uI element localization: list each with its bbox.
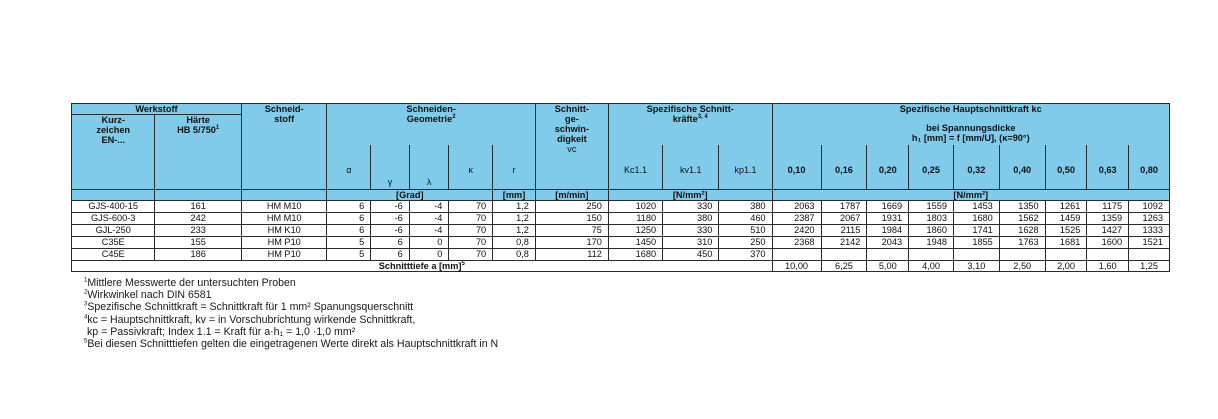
kc-value: 1600 <box>1087 237 1129 249</box>
table-row <box>72 249 1170 261</box>
kc-value: 1562 <box>999 213 1045 225</box>
kc-value: 1521 <box>1129 237 1170 249</box>
m-min-unit: [m/min] <box>535 190 608 201</box>
kc-value: 1261 <box>1045 201 1087 213</box>
schnitttiefe-value: 1,60 <box>1087 261 1129 272</box>
kc-value: 1350 <box>999 201 1045 213</box>
hardness-value: 161 <box>155 201 242 213</box>
h-032-text: 0,32 <box>967 165 986 175</box>
schnitttiefe-label: Schnitttiefe a [mm] <box>378 261 462 271</box>
kv11-symbol <box>663 145 719 190</box>
kc-value: 1359 <box>1087 213 1129 225</box>
vc-line-2: ge- <box>565 114 579 124</box>
h-032 <box>953 145 999 190</box>
schnitttiefe-value: 3,10 <box>953 261 999 272</box>
kc-value <box>909 249 954 261</box>
kc-value: 2067 <box>821 213 867 225</box>
h-010 <box>772 145 821 190</box>
kc-value <box>1129 249 1170 261</box>
footnote <box>84 289 498 301</box>
gamma-value: 6 <box>371 237 410 249</box>
lambda-text: λ <box>426 177 432 187</box>
h-080-text: 0,80 <box>1140 165 1158 175</box>
vc-line-5: vc <box>567 144 577 154</box>
footnote <box>84 277 498 289</box>
lambda-symbol <box>409 145 449 190</box>
vc-value: 250 <box>535 201 608 213</box>
radius-value: 0,8 <box>493 237 536 249</box>
schnitttiefe-value: 4,00 <box>909 261 954 272</box>
kappa-value: 70 <box>449 213 493 225</box>
alpha-value: 6 <box>327 213 371 225</box>
kc-value: 1092 <box>1129 201 1170 213</box>
schneidstoff-line-1: Schneid- <box>264 104 304 114</box>
kc-value: 2115 <box>821 225 867 237</box>
kc-value <box>999 249 1045 261</box>
haerte-header <box>155 115 242 146</box>
haerte-line-2: HB 5/750 <box>177 125 216 135</box>
kc-value: 1787 <box>821 201 867 213</box>
kc-value <box>1087 249 1129 261</box>
kc-value: 1763 <box>999 237 1045 249</box>
kp11-value: 510 <box>719 225 772 237</box>
header-row-1 <box>72 104 1170 115</box>
kappa-value: 70 <box>449 249 493 261</box>
material-name: GJS-400-15 <box>72 201 155 213</box>
gamma-symbol <box>371 145 410 190</box>
table-row <box>72 225 1170 237</box>
kc-value: 1680 <box>953 213 999 225</box>
schnitttiefe-value: 2,00 <box>1045 261 1087 272</box>
kc-value: 1263 <box>1129 213 1170 225</box>
radius-value: 1,2 <box>493 213 536 225</box>
haupt-title: Spezifische Hauptschnittkraft kc <box>899 104 1042 114</box>
header-units-row <box>72 190 1170 201</box>
schneidstoff-header <box>241 104 326 146</box>
units-blank-2 <box>155 190 242 201</box>
kurzzeichen-blank <box>72 145 155 190</box>
lambda-value: -4 <box>409 201 449 213</box>
kc-value: 2063 <box>772 201 821 213</box>
h-020 <box>867 145 909 190</box>
kv11-value: 330 <box>663 201 719 213</box>
footnote-text: kc = Hauptschnittkraft, kv = in Vorschubrichtung wirkende Schnittkraft, <box>87 313 416 326</box>
cutting-material: HM P10 <box>241 237 326 249</box>
geometrie-header <box>327 104 535 146</box>
kv11-value: 310 <box>663 237 719 249</box>
h-040 <box>999 145 1045 190</box>
alpha-value: 5 <box>327 249 371 261</box>
kc-value: 1984 <box>867 225 909 237</box>
kc-value: 1855 <box>953 237 999 249</box>
kp11-value: 250 <box>719 237 772 249</box>
lambda-value: -4 <box>409 225 449 237</box>
vc-value: 150 <box>535 213 608 225</box>
units-blank-1 <box>72 190 155 201</box>
footnote-number: 5 <box>84 338 88 345</box>
cutting-material: HM P10 <box>241 249 326 261</box>
geometrie-line-2-wrap <box>329 114 532 124</box>
haerte-blank <box>155 145 242 190</box>
kurzzeichen-line-1: Kurz- <box>101 115 125 125</box>
footnotes <box>84 277 498 350</box>
kp11-symbol <box>719 145 772 190</box>
footnote-text: kp = Passivkraft; Index 1.1 = Kraft für a·h₁ = 1,0 ·1,0 mm² <box>87 325 356 338</box>
haupt-spacer <box>775 114 1167 123</box>
kappa-value: 70 <box>449 237 493 249</box>
gamma-value: -6 <box>371 225 410 237</box>
kc-value <box>953 249 999 261</box>
schnitttiefe-row <box>72 261 1170 272</box>
radius-value: 1,2 <box>493 225 536 237</box>
schneidstoff-line-2: stoff <box>274 114 295 124</box>
kc11-value: 1180 <box>608 213 662 225</box>
vc-line-4: digkeit <box>557 134 587 144</box>
table-body <box>72 201 1170 261</box>
alpha-value: 6 <box>327 225 371 237</box>
kc-value: 1559 <box>909 201 954 213</box>
kc11-value: 1680 <box>608 249 662 261</box>
hardness-value: 155 <box>155 237 242 249</box>
kc-value: 2387 <box>772 213 821 225</box>
material-name: GJL-250 <box>72 225 155 237</box>
vc-value: 112 <box>535 249 608 261</box>
schnitttiefe-value: 10,00 <box>772 261 821 272</box>
kv11-value: 330 <box>663 225 719 237</box>
kp11-value: 460 <box>719 213 772 225</box>
schnittgeschwindigkeit-header <box>535 104 608 190</box>
kraefte-sup: 3, 4 <box>697 113 708 120</box>
kc-value <box>867 249 909 261</box>
radius-symbol <box>493 145 536 190</box>
h-050 <box>1045 145 1087 190</box>
hardness-value: 242 <box>155 213 242 225</box>
kc11-value: 1250 <box>608 225 662 237</box>
material-name: GJS-600-3 <box>72 213 155 225</box>
h-063 <box>1087 145 1129 190</box>
h-050-text: 0,50 <box>1057 165 1075 175</box>
kc-value: 1628 <box>999 225 1045 237</box>
h-040-text: 0,40 <box>1013 165 1032 175</box>
gamma-value: 6 <box>371 249 410 261</box>
gamma-text: γ <box>387 177 393 187</box>
n-mm2-unit-2: [N/mm²] <box>772 190 1169 201</box>
lambda-value: 0 <box>409 249 449 261</box>
schnitttiefe-sup: 5 <box>461 260 465 267</box>
kraefte-line-2: kräfte <box>672 114 698 124</box>
spannung-line-2: h₁ [mm] = f [mm/U], (κ=90°) <box>911 133 1030 143</box>
kc-value <box>772 249 821 261</box>
kraefte-line-1: Spezifische Schnitt- <box>646 104 734 114</box>
kurzzeichen-header <box>72 115 155 146</box>
schnitttiefe-value: 2,50 <box>999 261 1045 272</box>
gamma-value: -6 <box>371 213 410 225</box>
kappa-value: 70 <box>449 225 493 237</box>
schnitttiefe-value: 5,00 <box>867 261 909 272</box>
hardness-value: 233 <box>155 225 242 237</box>
footnote <box>84 301 498 313</box>
header-row-3 <box>72 145 1170 190</box>
h-010-text: 0,10 <box>787 165 806 175</box>
lambda-value: 0 <box>409 237 449 249</box>
h-020-text: 0,20 <box>878 165 897 175</box>
cutting-material: HM M10 <box>241 201 326 213</box>
footnote <box>84 326 498 338</box>
kc-value: 2368 <box>772 237 821 249</box>
units-blank-3 <box>241 190 326 201</box>
kraefte-line-2-wrap <box>611 114 770 124</box>
kc11-value: 1020 <box>608 201 662 213</box>
table-row <box>72 213 1170 225</box>
cutting-material: HM K10 <box>241 225 326 237</box>
h-016 <box>821 145 867 190</box>
table-row <box>72 201 1170 213</box>
footnote-number: 3 <box>84 301 88 308</box>
footnote-number: 2 <box>84 289 88 296</box>
mm-unit: [mm] <box>493 190 536 201</box>
cutting-material: HM M10 <box>241 213 326 225</box>
h-063-text: 0,63 <box>1098 165 1117 175</box>
alpha-symbol <box>327 145 371 190</box>
alpha-value: 5 <box>327 237 371 249</box>
h-025 <box>909 145 954 190</box>
kc11-symbol <box>608 145 662 190</box>
kc-value: 1525 <box>1045 225 1087 237</box>
kc-value: 2420 <box>772 225 821 237</box>
radius-text: r <box>512 165 516 175</box>
material-name: C45E <box>72 249 155 261</box>
kc-value: 1669 <box>867 201 909 213</box>
kurzzeichen-line-3: EN-... <box>101 135 125 145</box>
spezifische-kraefte-header <box>608 104 772 146</box>
h-016-text: 0,16 <box>835 165 853 175</box>
radius-value: 1,2 <box>493 201 536 213</box>
table-row <box>72 237 1170 249</box>
footnote <box>84 314 498 326</box>
alpha-value: 6 <box>327 201 371 213</box>
footnote-number: 1 <box>84 277 88 284</box>
geometrie-sup: 2 <box>452 113 456 120</box>
n-mm2-unit: [N/mm²] <box>608 190 772 201</box>
kc-value <box>821 249 867 261</box>
kc-value: 1741 <box>953 225 999 237</box>
lambda-value: -4 <box>409 213 449 225</box>
schnitttiefe-value: 1,25 <box>1129 261 1170 272</box>
kc-value: 2043 <box>867 237 909 249</box>
kc-value: 1948 <box>909 237 954 249</box>
kc-value: 1803 <box>909 213 954 225</box>
kc-value <box>1045 249 1087 261</box>
kv11-value: 380 <box>663 213 719 225</box>
footnote-text: Wirkwinkel nach DIN 6581 <box>87 289 212 302</box>
vc-value: 75 <box>535 225 608 237</box>
kv11-value: 450 <box>663 249 719 261</box>
schneidstoff-blank <box>241 145 326 190</box>
h-080 <box>1129 145 1170 190</box>
kv11-text: kv1.1 <box>679 165 702 175</box>
kp11-value: 380 <box>719 201 772 213</box>
footnote-text: Bei diesen Schnitttiefen gelten die eingetragenen Werte direkt als Hauptschnittkraft in N <box>87 338 499 351</box>
alpha-text: α <box>346 165 352 175</box>
schnitttiefe-label-cell <box>72 261 773 272</box>
haerte-sup: 1 <box>215 124 220 131</box>
kc-value: 1681 <box>1045 237 1087 249</box>
footnote <box>84 338 498 350</box>
spannung-line-1: bei Spannungsdicke <box>926 123 1016 133</box>
kc-value: 1453 <box>953 201 999 213</box>
material-name: C35E <box>72 237 155 249</box>
haerte-line-1: Härte <box>186 115 210 125</box>
kappa-symbol <box>449 145 493 190</box>
kc-value: 2142 <box>821 237 867 249</box>
kc11-text: Kc1.1 <box>623 165 647 175</box>
vc-line-3: schwin- <box>554 124 589 134</box>
kc11-value: 1450 <box>608 237 662 249</box>
vc-value: 170 <box>535 237 608 249</box>
haerte-line-2-wrap <box>157 125 239 135</box>
h-025-text: 0,25 <box>922 165 940 175</box>
kc-value: 1931 <box>867 213 909 225</box>
footnote-text: Spezifische Schnittkraft = Schnittkraft für 1 mm² Spanungsquerschnitt <box>87 301 414 314</box>
kp11-text: kp1.1 <box>734 165 757 175</box>
kc-value: 1427 <box>1087 225 1129 237</box>
footnote-number: 4 <box>84 314 88 321</box>
kappa-value: 70 <box>449 201 493 213</box>
radius-value: 0,8 <box>493 249 536 261</box>
kc-value: 1860 <box>909 225 954 237</box>
kc-value: 1175 <box>1087 201 1129 213</box>
cutting-force-table <box>71 103 1170 272</box>
kurzzeichen-line-2: zeichen <box>96 125 131 135</box>
schnitttiefe-value: 6,25 <box>821 261 867 272</box>
footnote-text: Mittlere Messwerte der untersuchten Proben <box>87 277 296 289</box>
kc-value: 1333 <box>1129 225 1170 237</box>
hauptschnittkraft-header <box>772 104 1169 146</box>
werkstoff-header: Werkstoff <box>72 104 242 115</box>
kappa-text: κ <box>468 165 474 175</box>
grad-unit: [Grad] <box>327 190 493 201</box>
geometrie-line-2: Geometrie <box>406 114 453 124</box>
kp11-value: 370 <box>719 249 772 261</box>
hardness-value: 186 <box>155 249 242 261</box>
gamma-value: -6 <box>371 201 410 213</box>
geometrie-line-1: Schneiden- <box>406 104 456 114</box>
vc-line-1: Schnitt- <box>554 104 589 114</box>
kc-value: 1459 <box>1045 213 1087 225</box>
